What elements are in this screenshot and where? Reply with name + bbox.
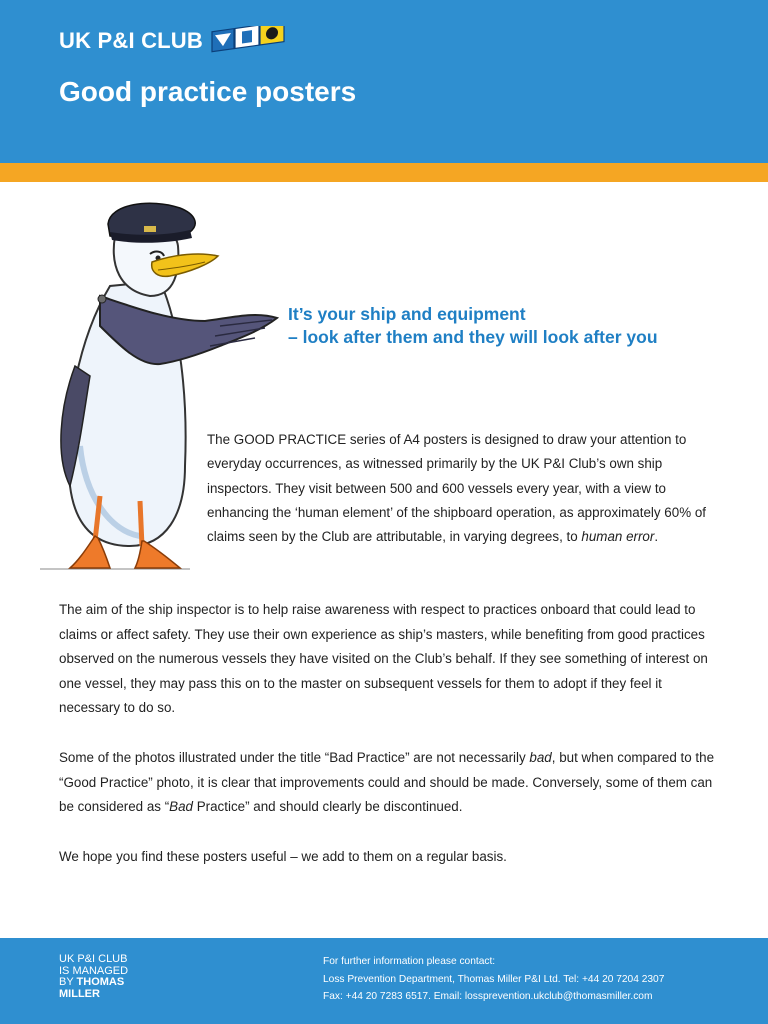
- header-banner: [0, 0, 768, 163]
- contact-department-phone: Loss Prevention Department, Thomas Miller P&I Ltd. Tel: +44 20 7204 2307: [323, 973, 665, 985]
- orange-divider: [0, 163, 768, 182]
- contact-fax-email: Fax: +44 20 7283 6517. Email: lossprevention.ukclub@thomasmiller.com: [323, 991, 653, 1002]
- contact-heading: For further information please contact:: [323, 956, 496, 967]
- contact-info: [323, 953, 664, 1006]
- intro-emphasis: human error: [581, 529, 655, 545]
- intro-paragraph: [207, 428, 722, 549]
- managed-line-1: UK P&I CLUB: [59, 953, 128, 965]
- managed-thomas-word: THOMAS: [76, 976, 125, 988]
- managed-line-3: [59, 977, 128, 989]
- page-title: Good practice posters: [59, 76, 357, 107]
- paragraph-1-text: The aim of the ship inspector is to help raise awareness with respect to practices onboard that could lead to claims or affect safety. They use their own experience as ship’s masters, while benefiting from good practices observed on the numerous vessels they have visited on the Club’s behalf. If they see something of interest on one vessel, they may pass this on to the master on subsequent vessels for them to adopt if they feel it necessary to do so.: [59, 602, 708, 716]
- intro-end: .: [654, 529, 659, 545]
- club-flags-logo-icon: [210, 26, 288, 56]
- intro-text: The GOOD PRACTICE series of A4 posters is designed to draw your attention to everyday occurrences, as witnessed primarily by the UK P&I Club’s own ship inspectors. They visit between 500 and 600 vessels every year, with a view to enhancing the ‘human element’ of the shipboard operation, as approximately 60% of claims seen by the Club are attributable, in varying degrees, to: [207, 432, 706, 545]
- paragraph-2-part-a: Some of the photos illustrated under the title “Bad Practice” are not necessarily: [59, 750, 530, 765]
- paragraph-2-part-b: , but when compared to the “Good Practice” photo, it is clear that improvements could and should be made. Conversely, some of them can be considered as “: [59, 750, 715, 815]
- paragraph-2-bad-emphasis: bad: [529, 750, 552, 765]
- body-paragraph-3: [59, 845, 719, 870]
- brand-name: UK P&I CLUB: [59, 28, 203, 53]
- body-paragraph-1: [59, 598, 719, 721]
- paragraph-2-part-c: Practice” and should clearly be discontinued.: [193, 799, 463, 815]
- managed-by-logo: [59, 954, 128, 1000]
- paragraph-3-text: We hope you find these posters useful – we add to them on a regular basis.: [59, 849, 507, 864]
- tagline: [288, 303, 658, 349]
- managed-line-2: IS MANAGED: [59, 964, 129, 977]
- tagline-line-1: It’s your ship and equipment: [288, 304, 526, 324]
- managed-miller-word: MILLER: [59, 987, 100, 1000]
- paragraph-2-text: [59, 746, 719, 820]
- footer-banner: [0, 938, 768, 1024]
- tagline-line-2: – look after them and they will look after you: [288, 327, 658, 347]
- paragraph-2-bad-emphasis-2: Bad: [169, 799, 193, 815]
- body-paragraph-2: [59, 746, 719, 820]
- managed-by-word: BY: [59, 976, 74, 988]
